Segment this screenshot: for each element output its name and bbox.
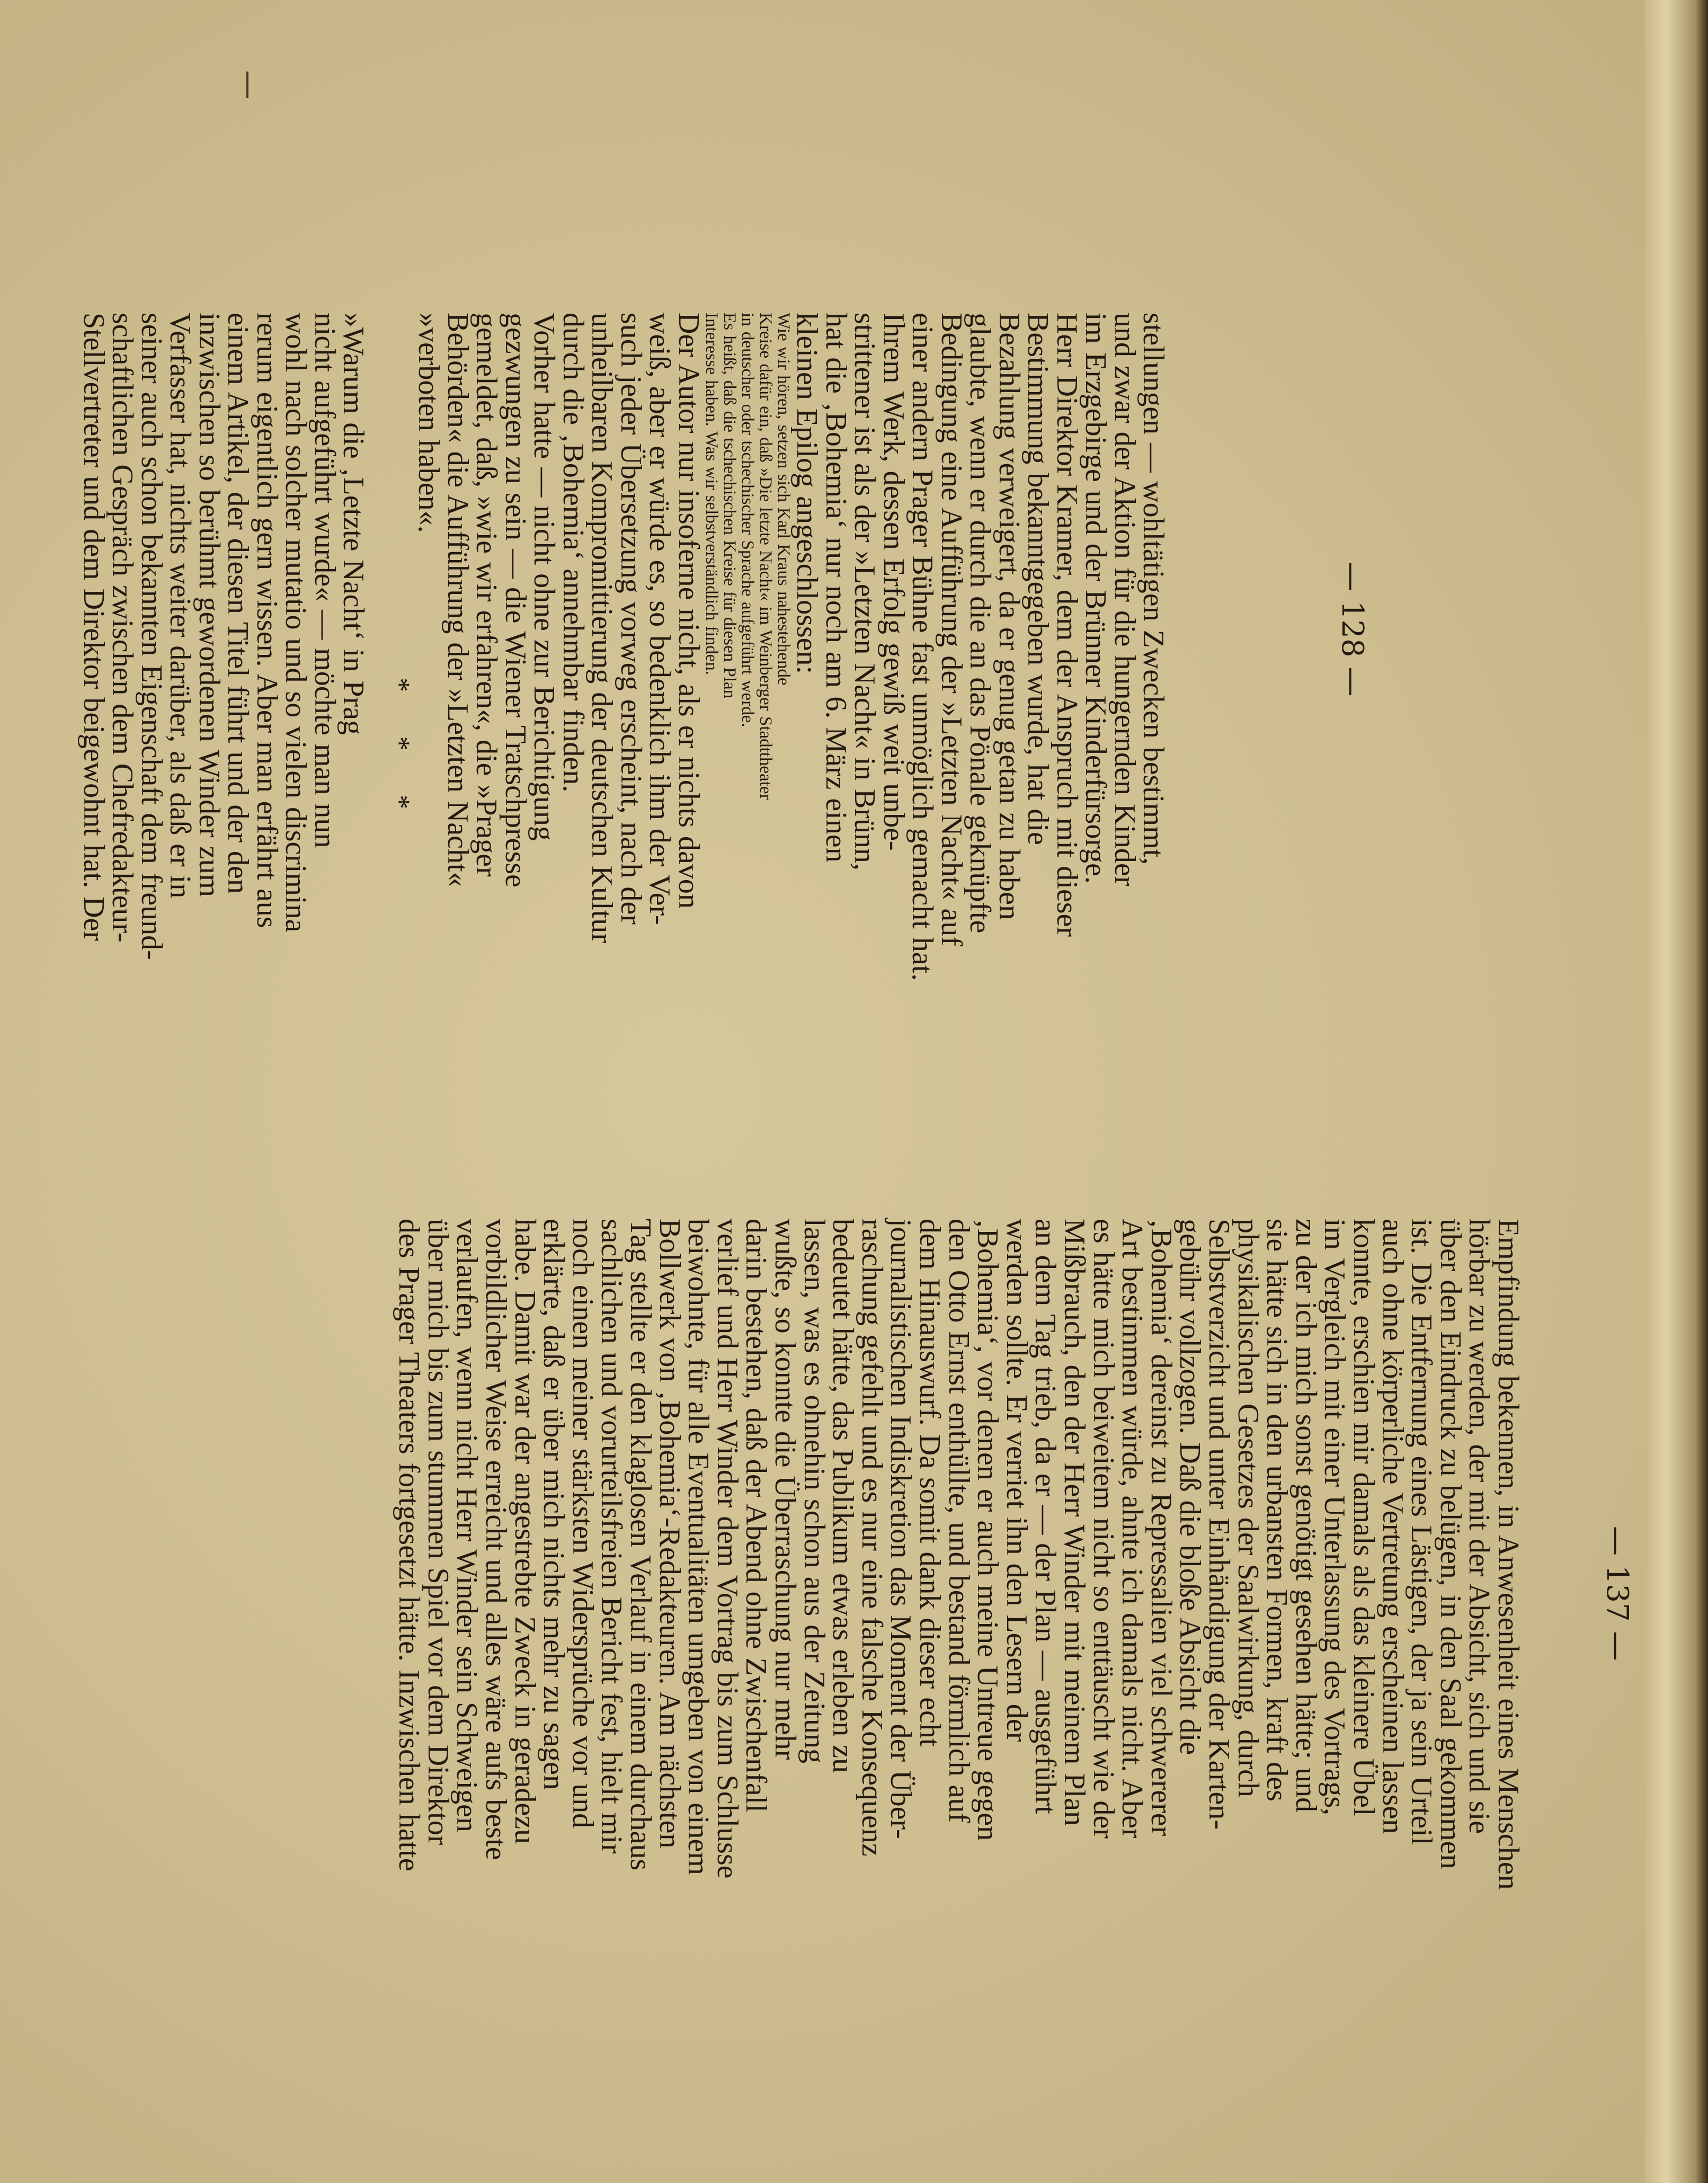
text-line: unheilbaren Kompromittierung der deutschen Kultur: [585, 313, 619, 943]
text-line: * * *: [384, 678, 416, 827]
text-line: verlaufen, wenn nicht Herr Winder sein Schweigen: [450, 1219, 484, 1832]
text-line: dem Hinauswurf. Da somit dank dieser echt: [913, 1219, 946, 1747]
text-line: Wie wir hören, setzen sich Karl Kraus nahestehende: [773, 313, 793, 686]
text-line: über den Eindruck zu belügen, in den Saal gekommen: [1434, 1219, 1467, 1869]
page-number-left: — 128 —: [1335, 562, 1369, 697]
text-line: hörbar zu werden, der mit der Absicht, sich und sie: [1463, 1219, 1496, 1834]
text-line: seiner auch schon bekannten Eigenschaft dem freund-: [135, 313, 168, 960]
text-line: Ihrem Werk, dessen Erfolg gewiß weit unbe-: [877, 313, 910, 851]
text-line: Es heißt, daß die tschechischen Kreise für diesen Plan: [720, 313, 740, 699]
text-line: erklärte, daß er über mich nichts mehr zu sagen: [537, 1219, 571, 1790]
text-line: vorbildlicher Weise erreicht und alles wäre aufs beste: [479, 1219, 512, 1860]
text-line: lassen, was es ohnehin schon aus der Zeitung: [797, 1219, 831, 1763]
text-line: Stellvertreter und dem Direktor beigewohnt hat. Der: [77, 313, 110, 942]
text-line: glaubte, wenn er durch die an das Pönale geknüpfte: [964, 313, 997, 934]
text-line: Tag stellte er den klaglosen Verlauf in einem durchaus: [624, 1219, 657, 1871]
text-line: ist. Die Entfernung eines Lästigen, der ja sein Urteil: [1405, 1219, 1438, 1845]
text-line: rerum eigentlich gern wissen. Aber man erfährt aus: [250, 313, 283, 928]
text-line: bedeutet hätte, das Publikum etwas erleben zu: [826, 1219, 860, 1773]
text-line: strittener ist als der »Letzten Nacht« in Brünn,: [848, 313, 881, 871]
text-line: Kreise dafür ein, daß »Die letzte Nacht« im Weinberger Stadttheater: [755, 313, 775, 800]
text-line: wohl nach solcher mutatio und so vielen discrimina: [279, 313, 313, 933]
text-line: wußte, so konnte die Überraschung nur mehr: [769, 1219, 802, 1760]
text-line: »Warum die ‚Letzte Nacht‘ in Prag: [337, 313, 370, 735]
text-line: beiwohnte, für alle Eventualitäten umgeben von einem: [682, 1219, 715, 1875]
text-line: im Erzgebirge und der Brünner Kinderfürsorge.: [1079, 313, 1112, 884]
margin-mark: [246, 72, 248, 98]
text-line: verlief und Herr Winder dem Vortrag bis zum Schlusse: [710, 1219, 744, 1879]
text-line: des Prager Theaters fortgesetzt hätte. Inzwischen hatte: [393, 1219, 426, 1871]
text-line: Verfasser hat, nichts weiter darüber, als daß er in: [164, 313, 197, 899]
text-line: werden sollte. Er verriet ihn den Lesern der: [1000, 1219, 1033, 1742]
text-line: physikalischen Gesetzes der Saalwirkung, durch: [1231, 1219, 1265, 1797]
text-line: konnte, erschien mir damals als das kleinere Übel: [1347, 1219, 1380, 1816]
text-line: Art bestimmen würde, ahnte ich damals nicht. Aber: [1116, 1219, 1149, 1839]
text-line: ‚Bohemia‘ dereinst zu Repressalien viel schwererer: [1144, 1219, 1178, 1836]
text-line: weiß, aber er würde es, so bedenklich ihm der Ver-: [643, 313, 677, 925]
text-line: inzwischen so berühmt gewordenen Winder zum: [192, 313, 226, 898]
text-line: »verboten haben«.: [412, 313, 446, 533]
page-edge: [1644, 0, 1708, 2183]
text-line: und zwar der Aktion für die hungernden Kinder: [1108, 313, 1141, 886]
text-line: Bestimmung bekanntgegeben wurde, hat die: [1021, 313, 1054, 845]
text-line: gemeldet, daß, »wie wir erfahren«, die »Prager: [470, 313, 503, 877]
text-line: darin bestehen, daß der Abend ohne Zwischenfall: [740, 1219, 773, 1813]
text-line: Selbstverzicht und unter Einhändigung der Karten-: [1203, 1219, 1235, 1830]
text-line: Mißbrauch, den der Herr Winder mit meinem Plan: [1058, 1219, 1091, 1826]
text-line: stellungen — wohltätigen Zwecken bestimmt,: [1137, 313, 1170, 865]
text-line: einer andern Prager Bühne fast unmöglich gemacht hat.: [906, 313, 939, 981]
text-line: über mich bis zum stummen Spiel vor dem Direktor: [421, 1219, 455, 1845]
text-line: gezwungen zu sein — die Wiener Tratschpresse: [499, 313, 532, 888]
text-line: Bedingung eine Aufführung der »Letzten Nacht« auf: [935, 313, 968, 946]
text-line: den Otto Ernst enthüllte, und bestand förmlich auf: [942, 1219, 975, 1823]
text-line: Behörden« die Aufführung der »Letzten Nacht«: [441, 313, 474, 887]
text-line: zu der ich mich sonst genötigt gesehen hätte; und: [1289, 1219, 1322, 1813]
text-line: Interesse haben. Was wir selbstverständlich finden.: [702, 313, 722, 675]
text-line: Vorher hatte — nicht ohne zur Berichtigung: [528, 313, 561, 841]
text-line: ‚Bohemia‘, vor denen er auch meine Untreue gegen: [971, 1219, 1004, 1841]
text-line: Bezahlung verweigert, da er genug getan zu haben: [992, 313, 1026, 920]
text-line: sie hätte sich in den urbansten Formen, kraft des: [1260, 1219, 1294, 1802]
text-line: Herr Direktor Kramer, dem der Anspruch mit dieser: [1050, 313, 1083, 937]
text-line: kleinen Epilog angeschlossen:: [790, 313, 823, 675]
text-line: gebühr vollzogen. Daß die bloße Absicht die: [1173, 1219, 1207, 1755]
text-line: es hätte mich beiweitem nicht so enttäuscht wie der: [1087, 1219, 1120, 1839]
text-line: einem Artikel, der diesen Titel führt und der den: [221, 313, 255, 894]
text-line: im Vergleich mit einer Unterlassung des Vortrags,: [1318, 1219, 1351, 1816]
text-line: journalistischen Indiskretion das Moment der Über-: [884, 1219, 918, 1839]
text-line: raschung gefehlt und es nur eine falsche Konsequenz: [855, 1219, 888, 1857]
text-line: auch ohne körperliche Vertretung erscheinen lassen: [1376, 1219, 1409, 1834]
text-line: Empfindung bekennen, in Anwesenheit eines Menschen: [1492, 1219, 1525, 1890]
text-line: Bollwerk von ‚Bohemia‘-Redakteuren. Am nächsten: [653, 1219, 686, 1849]
text-line: in deutscher oder tschechischer Sprache aufgeführt werde.: [737, 313, 757, 727]
text-line: noch einen meiner stärksten Widersprüche vor und: [566, 1219, 599, 1829]
text-line: Der Autor nur insoferne nicht, als er nichts davon: [672, 313, 705, 909]
page-number-right: — 137 —: [1600, 1526, 1634, 1661]
text-line: sachlichen und vorurteilsfreien Bericht fest, hielt mir: [595, 1219, 628, 1854]
text-line: durch die ‚Bohemia‘ annehmbar finden.: [556, 313, 590, 793]
text-line: habe. Damit war der angestrebte Zweck in geradezu: [508, 1219, 541, 1844]
text-line: an dem Tag trieb, da er — der Plan — ausgeführt: [1029, 1219, 1062, 1814]
text-line: nicht aufgeführt wurde« — möchte man nun: [308, 313, 341, 848]
text-line: schaftlichen Gespräch zwischen dem Chefredakteur-: [106, 313, 139, 943]
text-line: hat die ‚Bohemia‘ nur noch am 6. März einen: [819, 313, 852, 863]
text-line: such jeder Übersetzung vorweg erscheint, nach der: [614, 313, 647, 925]
